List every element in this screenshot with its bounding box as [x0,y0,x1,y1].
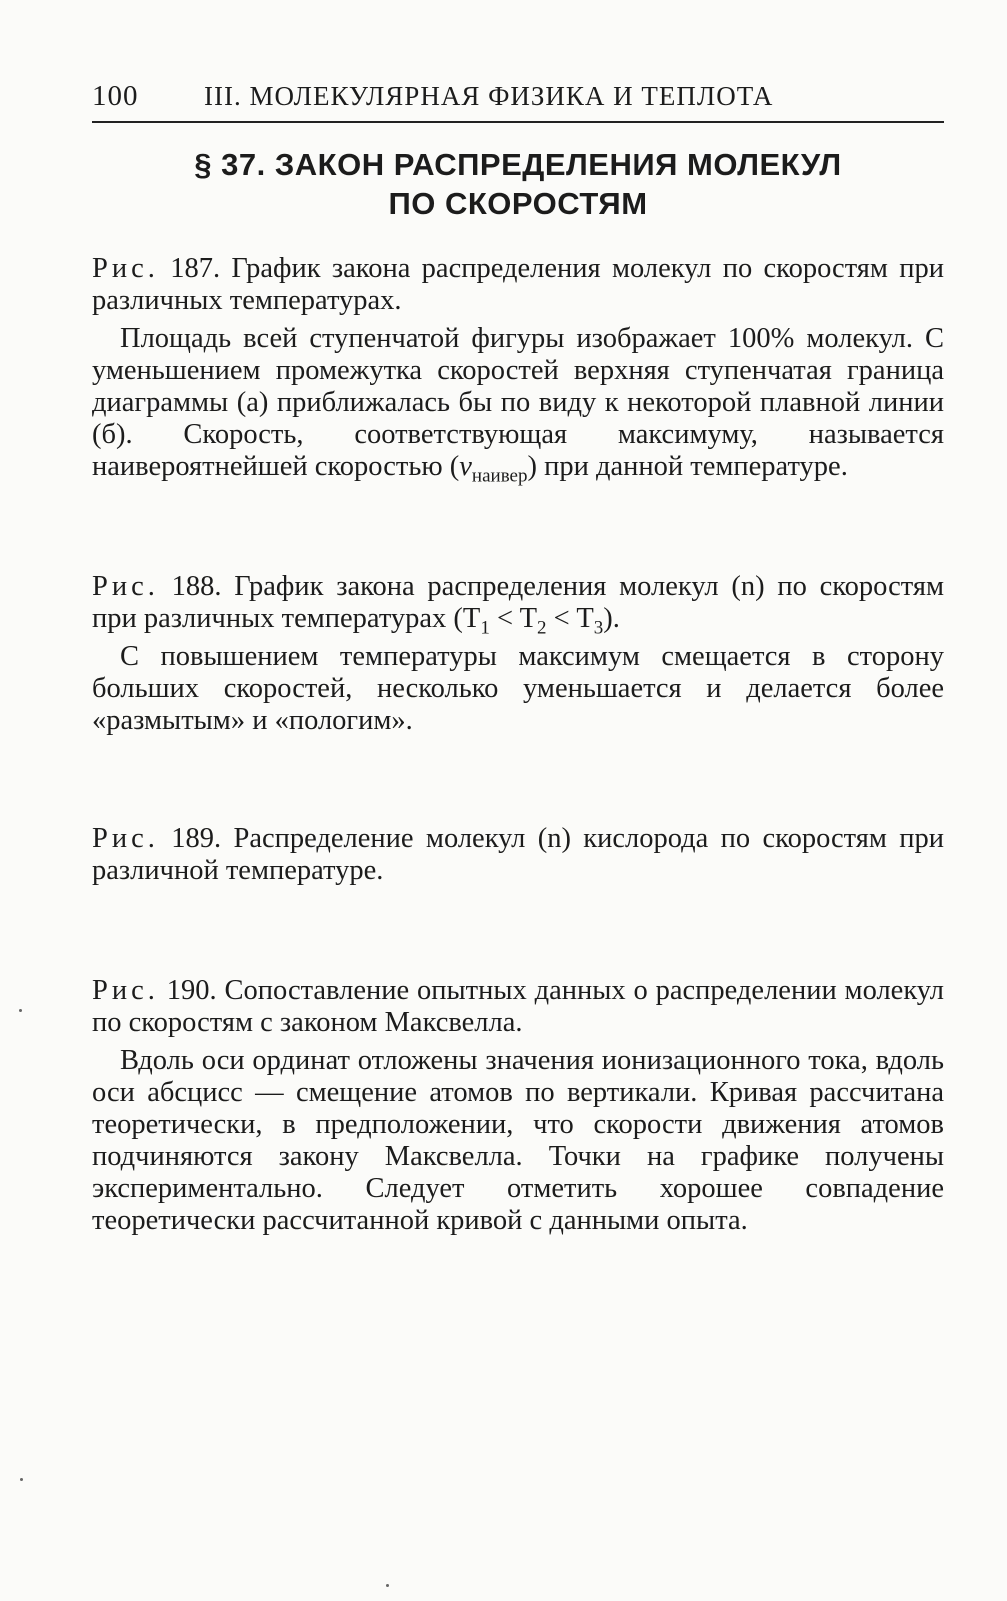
page-number: 100 [92,80,139,112]
figure-label: Рис. [92,253,159,284]
velocity-subscript: наивер [471,465,528,487]
figure-187-block [92,253,944,487]
caption-text: 189. Распределение молекул (n) кислорода по скоростям при различной температуре. [92,823,945,886]
figure-190-description: Вдоль оси ординат отложены значения ионизационного тока, вдоль оси абсцисс — смещение атомов по вертикали. Кривая рассчитана теоретически, в предположении, что скорости движения атомов подчиняются закону Максвелла. Точки на графике получены экспериментально. Следует отметить хорошее совпадение теоретически рассчитанной кривой с данными опыта. [92,1045,944,1236]
figure-188-block [92,571,944,737]
page [92,80,944,1237]
t3-subscript: 3 [593,617,604,639]
description-end: ) при данной температуре. [527,451,848,482]
caption-text: 188. График закона распределения молекул (n) по скоростям при различных температурах (T [92,571,944,634]
description-text: Площадь всей ступенчатой фигуры изображает 100% молекул. С уменьшением промежутка скоростей верхняя ступенчатая граница диаграммы (а) приближалась бы по виду к некоторой плавной линии (б). Скорость, соответствующая максимуму, называется наивероятнейшей скоростью ( [92,323,944,482]
figure-188-caption [92,571,944,639]
scan-speck [20,1478,23,1481]
section-title-line-2: ПО СКОРОСТЯМ [388,186,648,221]
scan-speck [386,1584,389,1587]
t2-subscript: 2 [537,617,547,639]
running-head [92,80,944,123]
figure-189-block [92,823,944,887]
figure-190-block [92,975,944,1237]
scan-speck [19,1009,22,1012]
figure-187-description [92,323,944,487]
section-title-line-1: § 37. ЗАКОН РАСПРЕДЕЛЕНИЯ МОЛЕКУЛ [194,147,842,182]
caption-text: 187. График закона распределения молекул по скоростям при различных температурах. [92,253,944,316]
caption-text: 190. Сопоставление опытных данных о распределении молекул по скоростям с законом Максвелла. [92,975,944,1038]
figure-189-caption [92,823,944,887]
less-than-t: < T [489,603,538,634]
running-title: III. МОЛЕКУЛЯРНАЯ ФИЗИКА И ТЕПЛОТА [204,81,774,111]
figure-187-caption [92,253,944,317]
section-title [92,145,944,223]
less-than-t: < T [546,603,594,634]
figure-label: Рис. [92,975,159,1006]
t1-subscript: 1 [480,617,490,639]
figure-label: Рис. [92,823,159,854]
figure-190-caption [92,975,944,1039]
figure-188-description: С повышением температуры максимум смещается в сторону больших скоростей, несколько уменьшается и делается более «размытым» и «пологим». [92,641,944,736]
caption-end: ). [603,603,620,634]
velocity-symbol: v [459,451,472,482]
figure-label: Рис. [92,571,159,602]
